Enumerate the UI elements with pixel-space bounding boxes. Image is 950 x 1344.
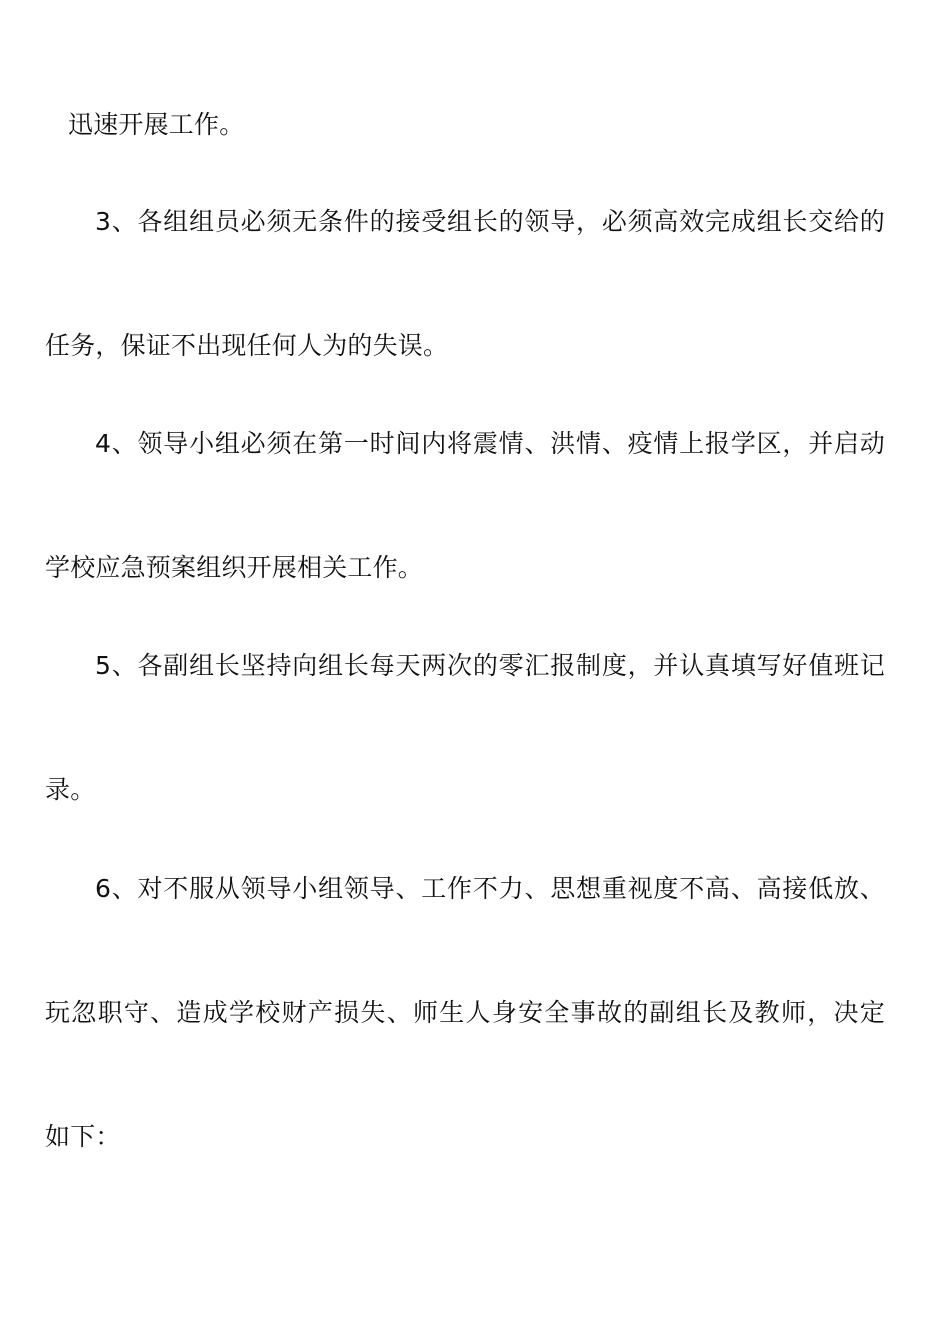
item-3-line-1: 3、各组组员必须无条件的接受组长的领导，必须高效完成组长交给的 <box>95 207 885 236</box>
item-6-line-3: 如下： <box>45 1122 121 1151</box>
item-5-line-1: 5、各副组长坚持向组长每天两次的零汇报制度，并认真填写好值班记 <box>95 651 885 680</box>
item-4-line-1: 4、领导小组必须在第一时间内将震情、洪情、疫情上报学区，并启动 <box>95 429 885 458</box>
item-5-line-2: 录。 <box>45 775 96 804</box>
text-line-1: 迅速开展工作。 <box>68 110 245 139</box>
item-4-line-2: 学校应急预案组织开展相关工作。 <box>45 553 424 582</box>
item-6-line-2: 玩忽职守、造成学校财产损失、师生人身安全事故的副组长及教师，决定 <box>45 998 885 1027</box>
item-3-line-2: 任务，保证不出现任何人为的失误。 <box>45 331 449 360</box>
item-6-line-1: 6、对不服从领导小组领导、工作不力、思想重视度不高、高接低放、 <box>95 874 885 903</box>
